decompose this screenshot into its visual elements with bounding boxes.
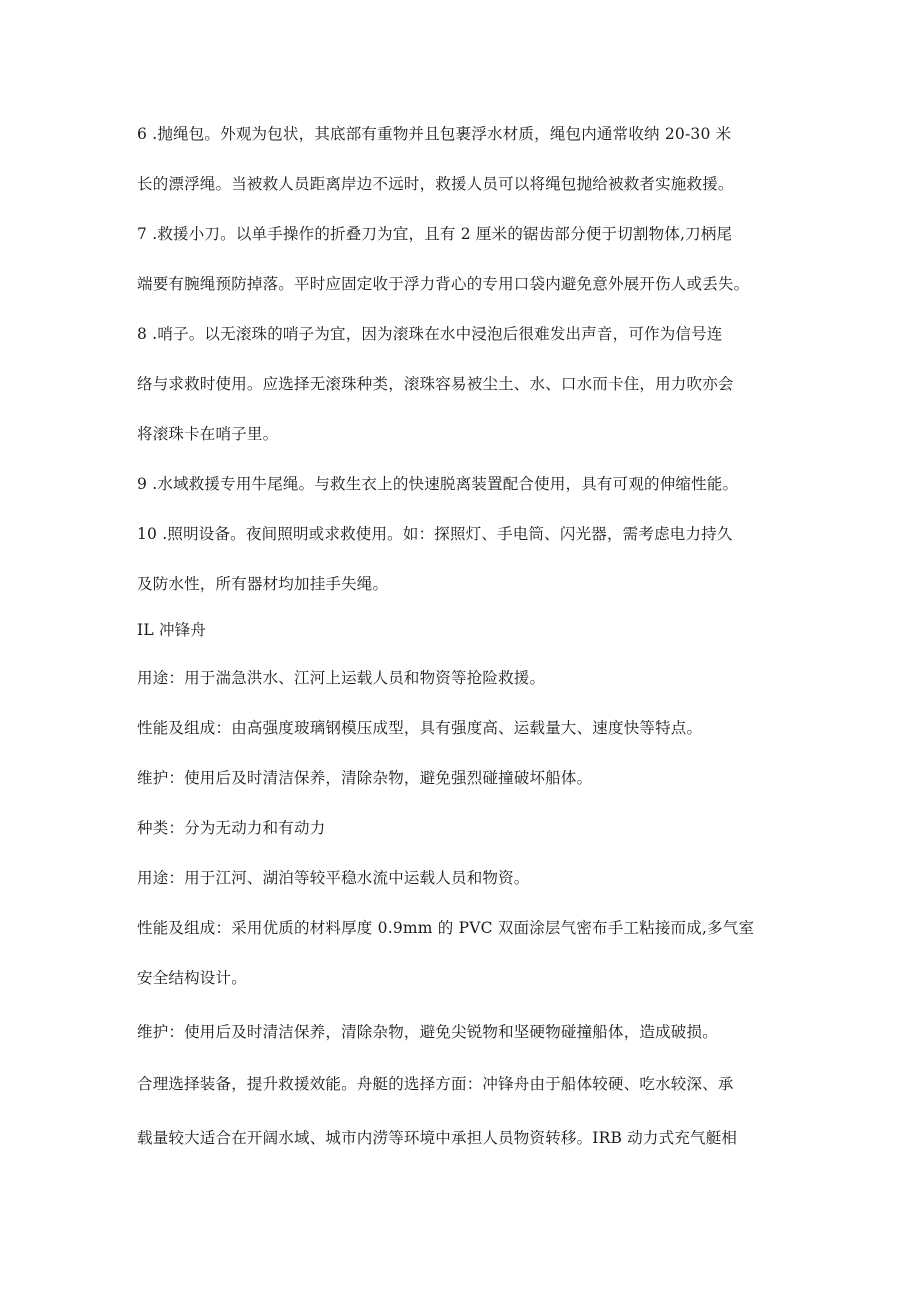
text-line: 性能及组成：采用优质的材料厚度 0.9mm 的 PVC 双面涂层气密布手工粘接而成,多气室	[137, 919, 755, 937]
text-line: 9 .水域救援专用牛尾绳。与救生衣上的快速脱离装置配合使用，具有可观的伸缩性能。	[137, 475, 739, 493]
text-line: 种类：分为无动力和有动力	[137, 819, 326, 837]
text-line: 维护：使用后及时清洁保养，清除杂物，避免强烈碰撞破坏船体。	[137, 769, 593, 787]
text-line: 用途：用于江河、湖泊等较平稳水流中运载人员和物资。	[137, 869, 530, 887]
text-line: 及防水性，所有器材均加挂手失绳。	[137, 575, 389, 593]
text-line: 维护：使用后及时清洁保养，清除杂物，避免尖锐物和坚硬物碰撞船体，造成破损。	[137, 1023, 718, 1041]
text-line: 6 .抛绳包。外观为包状，其底部有重物并且包裹浮水材质，绳包内通常收纳 20-30 米	[137, 125, 732, 143]
text-line: 8 .哨子。以无滚珠的哨子为宜，因为滚珠在水中浸泡后很难发出声音，可作为信号连	[137, 325, 723, 343]
section-heading: IL 冲锋舟	[137, 621, 207, 639]
text-line: 性能及组成：由高强度玻璃钢模压成型，具有强度高、运载量大、速度快等特点。	[137, 719, 703, 737]
text-line: 7 .救援小刀。以单手操作的折叠刀为宜，且有 2 厘米的锯齿部分便于切割物体,刀柄尾	[137, 225, 733, 243]
text-line: 将滚珠卡在哨子里。	[137, 425, 279, 443]
text-line: 安全结构设计。	[137, 969, 247, 987]
text-line: 用途：用于湍急洪水、江河上运载人员和物资等抢险救援。	[137, 669, 546, 687]
text-line: 端要有腕绳预防掉落。平时应固定收于浮力背心的专用口袋内避免意外展开伤人或丢失。	[137, 275, 750, 293]
text-line: 10 .照明设备。夜间照明或求救使用。如：探照灯、手电筒、闪光器，需考虑电力持久	[137, 525, 733, 543]
text-line: 合理选择装备，提升救援效能。舟艇的选择方面：冲锋舟由于船体较硬、吃水较深、承	[137, 1075, 734, 1093]
text-line: 长的漂浮绳。当被救人员距离岸边不远时，救援人员可以将绳包抛给被救者实施救援。	[137, 175, 734, 193]
text-line: 络与求救时使用。应选择无滚珠种类，滚珠容易被尘土、水、口水而卡住，用力吹亦会	[137, 375, 734, 393]
text-line: 载量较大适合在开阔水域、城市内涝等环境中承担人员物资转移。IRB 动力式充气艇相	[137, 1129, 738, 1147]
